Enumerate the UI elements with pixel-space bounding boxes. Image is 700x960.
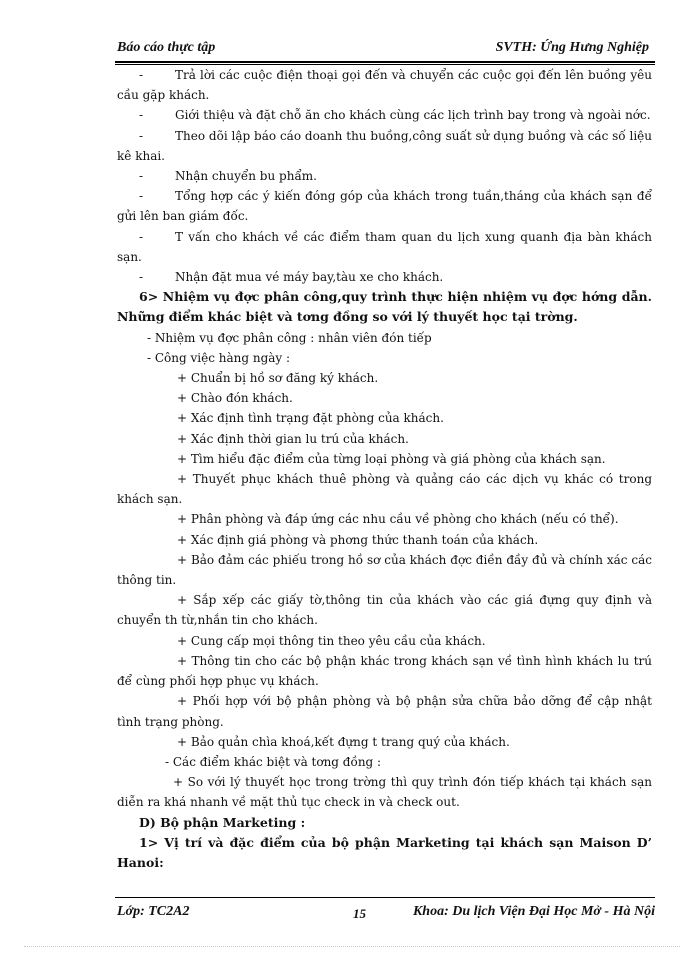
list-item: - Tổng hợp các ý kiến đóng góp của khách trong tuần,tháng của khách sạn để gửi lên ban giám đốc.: [117, 189, 652, 224]
task-item: + Phân phòng và đáp ứng các nhu cầu về phòng cho khách (nếu có thể).: [177, 512, 619, 527]
task-item: + Xác định thời gian lu trú của khách.: [177, 431, 409, 446]
list-item: - Giới thiệu và đặt chỗ ăn cho khách cùng các lịch trình bay trong và ngoài nớc.: [139, 108, 651, 123]
header-rule: [115, 61, 655, 63]
task-item: + Xác định giá phòng và phơng thức thanh toán của khách.: [177, 532, 539, 547]
task-item: + Thuyết phục khách thuê phòng và quảng cáo các dịch vụ khác có trong khách sạn.: [117, 472, 652, 507]
page-number: 15: [353, 906, 366, 921]
footer-faculty: Khoa: Du lịch Viện Đại Học Mở - Hà Nội: [412, 904, 655, 919]
daily-work-line: - Công việc hàng ngày :: [147, 350, 291, 365]
compare-title: - Các điểm khác biệt và tơng đồng :: [165, 754, 382, 769]
footer-class: Lớp: TC2A2: [117, 904, 190, 919]
marketing-heading: 1> Vị trí và đặc điểm của bộ phận Marketing tại khách sạn Maison D’ Hanoi:: [117, 834, 652, 870]
task-item: + Chào đón khách.: [177, 391, 293, 406]
task-item: + Xác định tình trạng đặt phòng của khách.: [177, 411, 444, 426]
list-item: - Nhận đặt mua vé máy bay,tàu xe cho khách.: [139, 270, 444, 285]
list-item: - Theo dõi lập báo cáo doanh thu buồng,công suất sử dụng buồng và các số liệu kê khai.: [117, 128, 652, 163]
compare-text: + So với lý thuyết học trong trờng thì quy trình đón tiếp khách tại khách sạn diễn ra khá nhanh về mặt thủ tục check in và check out.: [117, 775, 652, 810]
page-body: [117, 65, 652, 873]
header-left: Báo cáo thực tập: [117, 40, 216, 55]
task-item: + Tìm hiểu đặc điểm của từng loại phòng và giá phòng của khách sạn.: [177, 451, 606, 466]
task-item: + Thông tin cho các bộ phận khác trong khách sạn về tình hình khách lu trú để cùng phối hợp phục vụ khách.: [117, 653, 652, 689]
task-item: + Cung cấp mọi thông tin theo yêu cầu của khách.: [177, 633, 486, 648]
duty-line: - Nhiệm vụ đợc phân công : nhân viên đón tiếp: [147, 330, 432, 345]
list-item: - T vấn cho khách về các điểm tham quan du lịch xung quanh địa bàn khách sạn.: [117, 229, 652, 264]
page-edge: [24, 946, 680, 947]
task-item: + Sắp xếp các giấy tờ,thông tin của khách vào các giá đựng quy định và chuyển th từ,nhắn tin cho khách.: [117, 593, 652, 628]
header-right: SVTH: Ứng Hưng Nghiệp: [495, 40, 649, 55]
section-d-heading: D) Bộ phận Marketing :: [139, 814, 306, 830]
footer-rule: [115, 897, 655, 898]
page-footer: [115, 902, 655, 924]
task-item: + Bảo quản chìa khoá,kết đựng t trang quý của khách.: [177, 734, 510, 749]
task-item: + Bảo đảm các phiếu trong hồ sơ của khách đợc điền đầy đủ và chính xác các thông tin.: [117, 552, 652, 588]
section-heading-6: 6> Nhiệm vụ đợc phân công,quy trình thực hiện nhiệm vụ đợc hớng dẫn. Những điểm khác biệt và tơng đồng so với lý thuyết học tại trờng.: [117, 289, 652, 325]
task-item: + Phối hợp với bộ phận phòng và bộ phận sửa chữa bảo dỡng để cập nhật tình trạng phòng.: [117, 694, 652, 729]
list-item: - Nhận chuyển bu phẩm.: [139, 169, 317, 184]
task-item: + Chuẩn bị hồ sơ đăng ký khách.: [177, 371, 379, 386]
page-header: [115, 40, 655, 62]
list-item: - Trả lời các cuộc điện thoại gọi đến và chuyển các cuộc gọi đến lên buồng yêu cầu gặp khách.: [117, 68, 652, 103]
